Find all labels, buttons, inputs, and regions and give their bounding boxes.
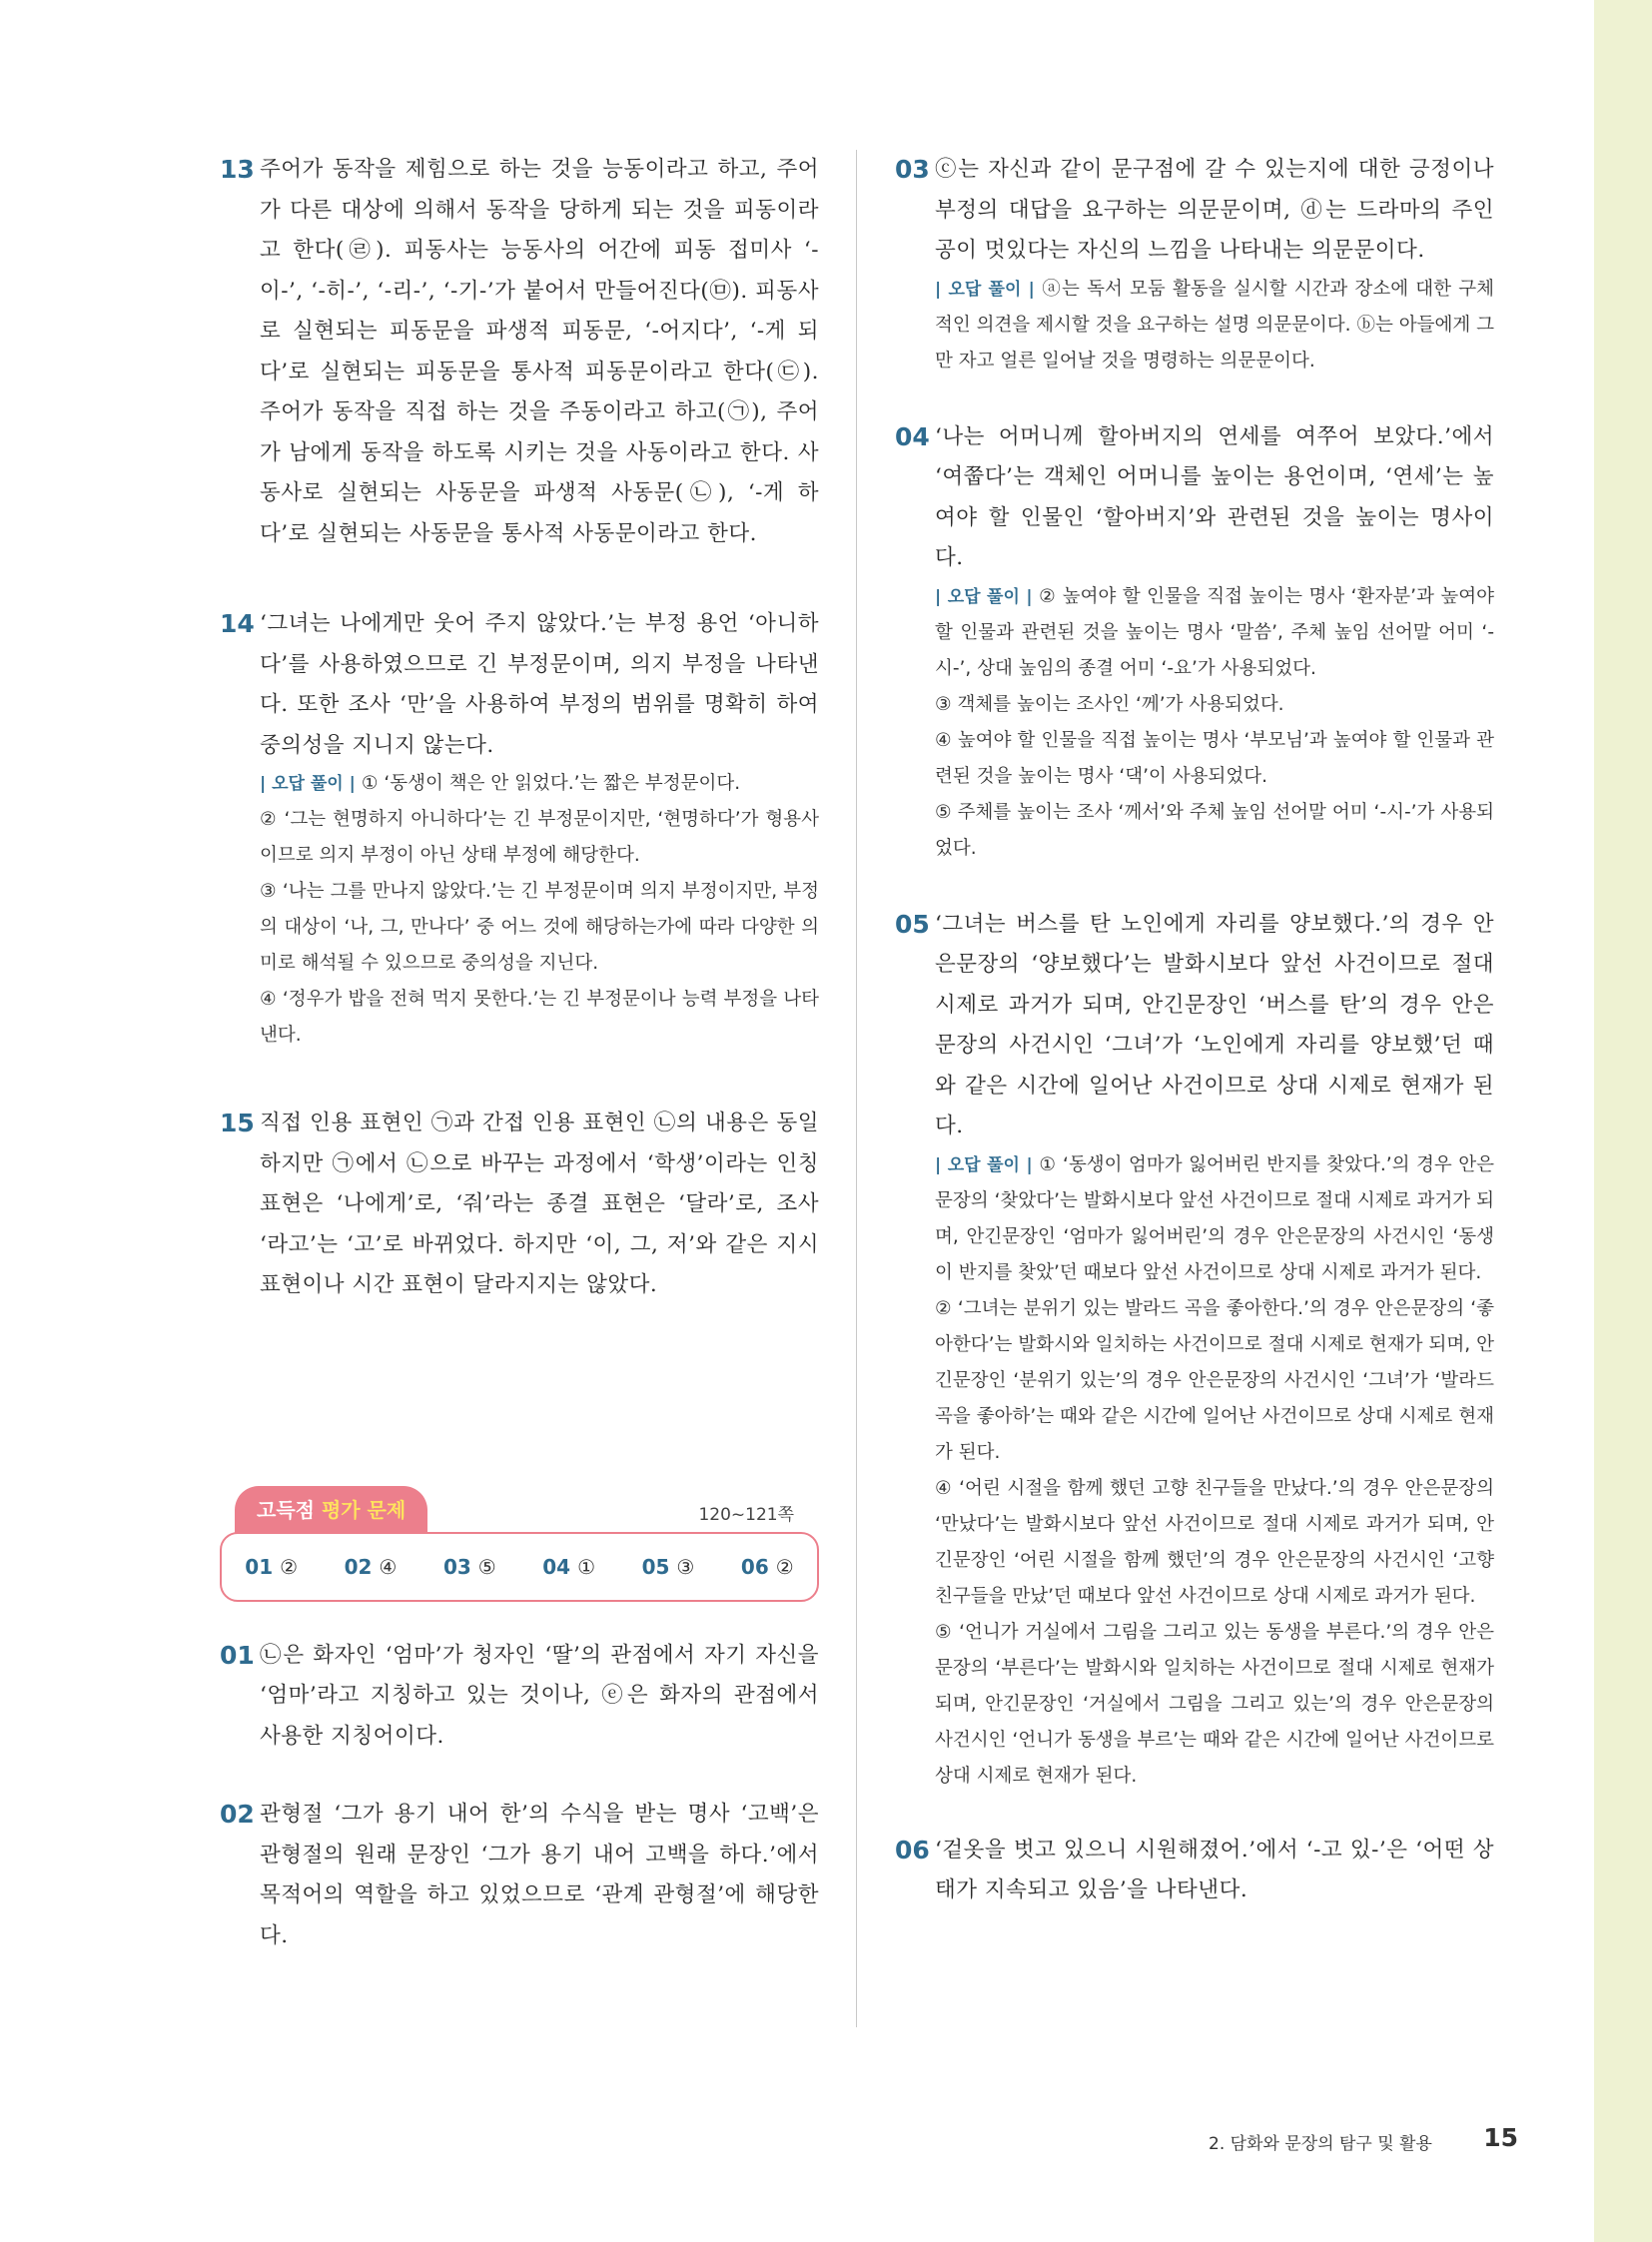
- answer-box: [220, 1532, 819, 1602]
- side-color-strip: [1594, 0, 1652, 2242]
- note-item: ③ 객체를 높이는 조사인 ‘께’가 사용되었다.: [935, 693, 1284, 715]
- explanation-text: ‘그녀는 버스를 탄 노인에게 자리를 양보했다.’의 경우 안은문장의 ‘양보했다’는 발화시보다 앞선 사건이므로 절대 시제로 과거가 되며, 안긴문장인 ‘버스를 탄’의 경우 안은문장의 사건시인 ‘그녀’가 ‘노인에게 자리를 양보했’던 때와 같은 시간에 일어난 사건이므로 상대 시제로 현재가 된다.: [935, 911, 1494, 1138]
- wrong-answer-tag: | 오답 풀이 |: [935, 279, 1035, 300]
- explanation-13: [220, 150, 819, 554]
- note-item: ⑤ 주체를 높이는 조사 ‘께서’와 주체 높임 선어말 어미 ‘-시-’가 사용되었다.: [935, 801, 1494, 859]
- question-number: 14: [220, 609, 255, 638]
- page-range: 120~121쪽: [698, 1504, 794, 1525]
- explanation-04: [895, 417, 1494, 867]
- question-number: 04: [895, 421, 930, 451]
- note-item: ② ‘그녀는 분위기 있는 발라드 곡을 좋아한다.’의 경우 안은문장의 ‘좋아한다’는 발화시와 일치하는 사건이므로 절대 시제로 현재가 되며, 안긴문장인 ‘분위기 있는’의 경우 안은문장의 사건시인 ‘그녀’가 ‘발라드 곡을 좋아하’는 때와 같은 시간에 일어난 사건이므로 상대 시제로 현재가 된다.: [935, 1297, 1494, 1463]
- explanation-text: ‘그녀는 나에게만 웃어 주지 않았다.’는 부정 용언 ‘아니하다’를 사용하였으므로 긴 부정문이며, 의지 부정을 나타낸다. 또한 조사 ‘만’을 사용하여 부정의 범위를 명확히 하여 중의성을 지니지 않는다.: [260, 611, 819, 758]
- explanation-06: [895, 1831, 1494, 1911]
- wrong-answer-tag: | 오답 풀이 |: [260, 774, 356, 794]
- answer-item: 06 ②: [740, 1554, 794, 1579]
- question-number: 13: [220, 155, 255, 184]
- answer-item: 01 ②: [245, 1554, 299, 1579]
- question-number: 01: [220, 1640, 255, 1670]
- tab-label-highlight: 평가 문제: [321, 1497, 407, 1522]
- question-number: 05: [895, 909, 930, 939]
- explanation-text: 주어가 동작을 제힘으로 하는 것을 능동이라고 하고, 주어가 다른 대상에 의해서 동작을 당하게 되는 것을 피동이라고 한다(㉣). 피동사는 능동사의 어간에 피동 접미사 ‘-이-’, ‘-히-’, ‘-리-’, ‘-기-’가 붙어서 만들어진다(㉤). 피동사로 실현되는 피동문을 파생적 피동문, ‘-어지다’, ‘-게 되다’로 실현되는 피동문을 통사적 피동문이라고 한다(㉢). 주어가 동작을 직접 하는 것을 주동이라고 하고(㉠), 주어가 남에게 동작을 하도록 시키는 것을 사동이라고 한다. 사동사로 실현되는 사동문을 파생적 사동문(㉡), ‘-게 하다’로 실현되는 사동문을 통사적 사동문이라고 한다.: [260, 157, 819, 546]
- answer-item: 02 ④: [344, 1554, 398, 1579]
- note-item: ④ ‘정우가 밥을 전혀 먹지 못한다.’는 긴 부정문이나 능력 부정을 나타낸다.: [260, 989, 819, 1046]
- left-column: [220, 150, 819, 1956]
- wrong-answer-notes: [935, 1147, 1494, 1795]
- note-item: ⓐ는 독서 모둠 활동을 실시할 시간과 장소에 대한 구체적인 의견을 제시할 것을 요구하는 설명 의문문이다. ⓑ는 아들에게 그만 자고 얼른 일어날 것을 명령하는 의문문이다.: [935, 278, 1494, 372]
- page-number: 15: [1483, 2123, 1518, 2152]
- explanation-text: ‘나는 어머니께 할아버지의 연세를 여쭈어 보았다.’에서 ‘여쭙다’는 객체인 어머니를 높이는 용언이며, ‘연세’는 높여야 할 인물인 ‘할아버지’와 관련된 것을 높이는 명사이다.: [935, 423, 1494, 570]
- chapter-title: 2. 담화와 문장의 탐구 및 활용: [1209, 2134, 1432, 2154]
- wrong-answer-notes: [935, 272, 1494, 379]
- note-item: ④ 높여야 할 인물을 직접 높이는 명사 ‘부모님’과 높여야 할 인물과 관련된 것을 높이는 명사 ‘댁’이 사용되었다.: [935, 729, 1494, 787]
- explanation-02: [220, 1795, 819, 1956]
- explanation-05: [895, 905, 1494, 1795]
- explanation-01: [220, 1636, 819, 1758]
- answer-item: 03 ⑤: [442, 1554, 496, 1579]
- note-item: ④ ‘어린 시절을 함께 했던 고향 친구들을 만났다.’의 경우 안은문장의 ‘만났다’는 발화시보다 앞선 사건이므로 절대 시제로 과거가 되며, 안긴문장인 ‘어린 시절을 함께 했던’의 경우 안은문장의 사건시인 ‘고향 친구들을 만났’던 때보다 앞선 사건이므로 상대 시제로 과거가 된다.: [935, 1477, 1494, 1607]
- explanation-03: [895, 150, 1494, 379]
- question-number: 02: [220, 1800, 255, 1829]
- note-item: ② 높여야 할 인물을 직접 높이는 명사 ‘환자분’과 높여야 할 인물과 관련된 것을 높이는 명사 ‘말씀’, 주체 높임 선어말 어미 ‘-시-’, 상대 높임의 종결 어미 ‘-요’가 사용되었다.: [935, 585, 1494, 679]
- note-item: ⑤ ‘언니가 거실에서 그림을 그리고 있는 동생을 부른다.’의 경우 안은문장의 ‘부른다’는 발화시와 일치하는 사건이므로 절대 시제로 현재가 되며, 안긴문장인 ‘거실에서 그림을 그리고 있는’의 경우 안은문장의 사건시인 ‘언니가 동생을 부르’는 때와 같은 시간에 일어난 사건이므로 상대 시제로 현재가 된다.: [935, 1621, 1494, 1787]
- wrong-answer-notes: [260, 766, 819, 1054]
- explanation-text: 관형절 ‘그가 용기 내어 한’의 수식을 받는 명사 ‘고백’은 관형절의 원래 문장인 ‘그가 용기 내어 고백을 하다.’에서 목적어의 역할을 하고 있었으므로 ‘관계 관형절’에 해당한다.: [260, 1802, 819, 1948]
- note-item: ③ ‘나는 그를 만나지 않았다.’는 긴 부정문이며 의지 부정이지만, 부정의 대상이 ‘나, 그, 만나다’ 중 어느 것에 해당하는가에 따라 다양한 의미로 해석될 수 있으므로 중의성을 지닌다.: [260, 881, 819, 974]
- answer-item: 05 ③: [641, 1554, 695, 1579]
- question-number: 06: [895, 1835, 930, 1865]
- right-column: [895, 150, 1494, 1911]
- wrong-answer-notes: [935, 579, 1494, 867]
- explanation-text: ‘겉옷을 벗고 있으니 시원해졌어.’에서 ‘-고 있-’은 ‘어떤 상태가 지속되고 있음’을 나타낸다.: [935, 1837, 1494, 1902]
- explanation-15: [220, 1104, 819, 1306]
- answer-summary: [220, 1486, 819, 1616]
- column-divider: [856, 150, 857, 2027]
- note-item: ① ‘동생이 엄마가 잃어버린 반지를 찾았다.’의 경우 안은문장의 ‘찾았다’는 발화시보다 앞선 사건이므로 절대 시제로 과거가 되며, 안긴문장인 ‘엄마가 잃어버린’의 경우 안은문장의 사건시인 ‘동생이 반지를 찾았’던 때보다 앞선 사건이므로 상대 시제로 과거가 된다.: [935, 1153, 1494, 1283]
- question-number: 03: [895, 155, 930, 184]
- explanation-text: ㉡은 화자인 ‘엄마’가 청자인 ‘딸’의 관점에서 자기 자신을 ‘엄마’라고 지칭하고 있는 것이나, ⓔ은 화자의 관점에서 사용한 지칭어이다.: [260, 1642, 819, 1749]
- tab-label: 고득점: [257, 1497, 315, 1522]
- explanation-text: 직접 인용 표현인 ㉠과 간접 인용 표현인 ㉡의 내용은 동일하지만 ㉠에서 ㉡으로 바꾸는 과정에서 ‘학생’이라는 인칭 표현은 ‘나에게’로, ‘줘’라는 종결 표현은 ‘달라’로, 조사 ‘라고’는 ‘고’로 바뀌었다. 하지만 ‘이, 그, 저’와 같은 지시 표현이나 시간 표현이 달라지지는 않았다.: [260, 1111, 819, 1297]
- explanation-14: [220, 604, 819, 1054]
- wrong-answer-tag: | 오답 풀이 |: [935, 586, 1033, 607]
- question-number: 15: [220, 1109, 255, 1137]
- explanation-text: ⓒ는 자신과 같이 문구점에 갈 수 있는지에 대한 긍정이나 부정의 대답을 요구하는 의문문이며, ⓓ는 드라마의 주인공이 멋있다는 자신의 느낌을 나타내는 의문문이다.: [935, 157, 1494, 263]
- section-tab: [235, 1486, 427, 1534]
- note-item: ② ‘그는 현명하지 아니하다’는 긴 부정문이지만, ‘현명하다’가 형용사이므로 의지 부정이 아닌 상태 부정에 해당한다.: [260, 809, 819, 866]
- note-item: ① ‘동생이 책은 안 읽었다.’는 짧은 부정문이다.: [361, 773, 741, 794]
- wrong-answer-tag: | 오답 풀이 |: [935, 1154, 1033, 1175]
- page-footer: [1199, 2121, 1528, 2161]
- answer-item: 04 ①: [542, 1554, 596, 1579]
